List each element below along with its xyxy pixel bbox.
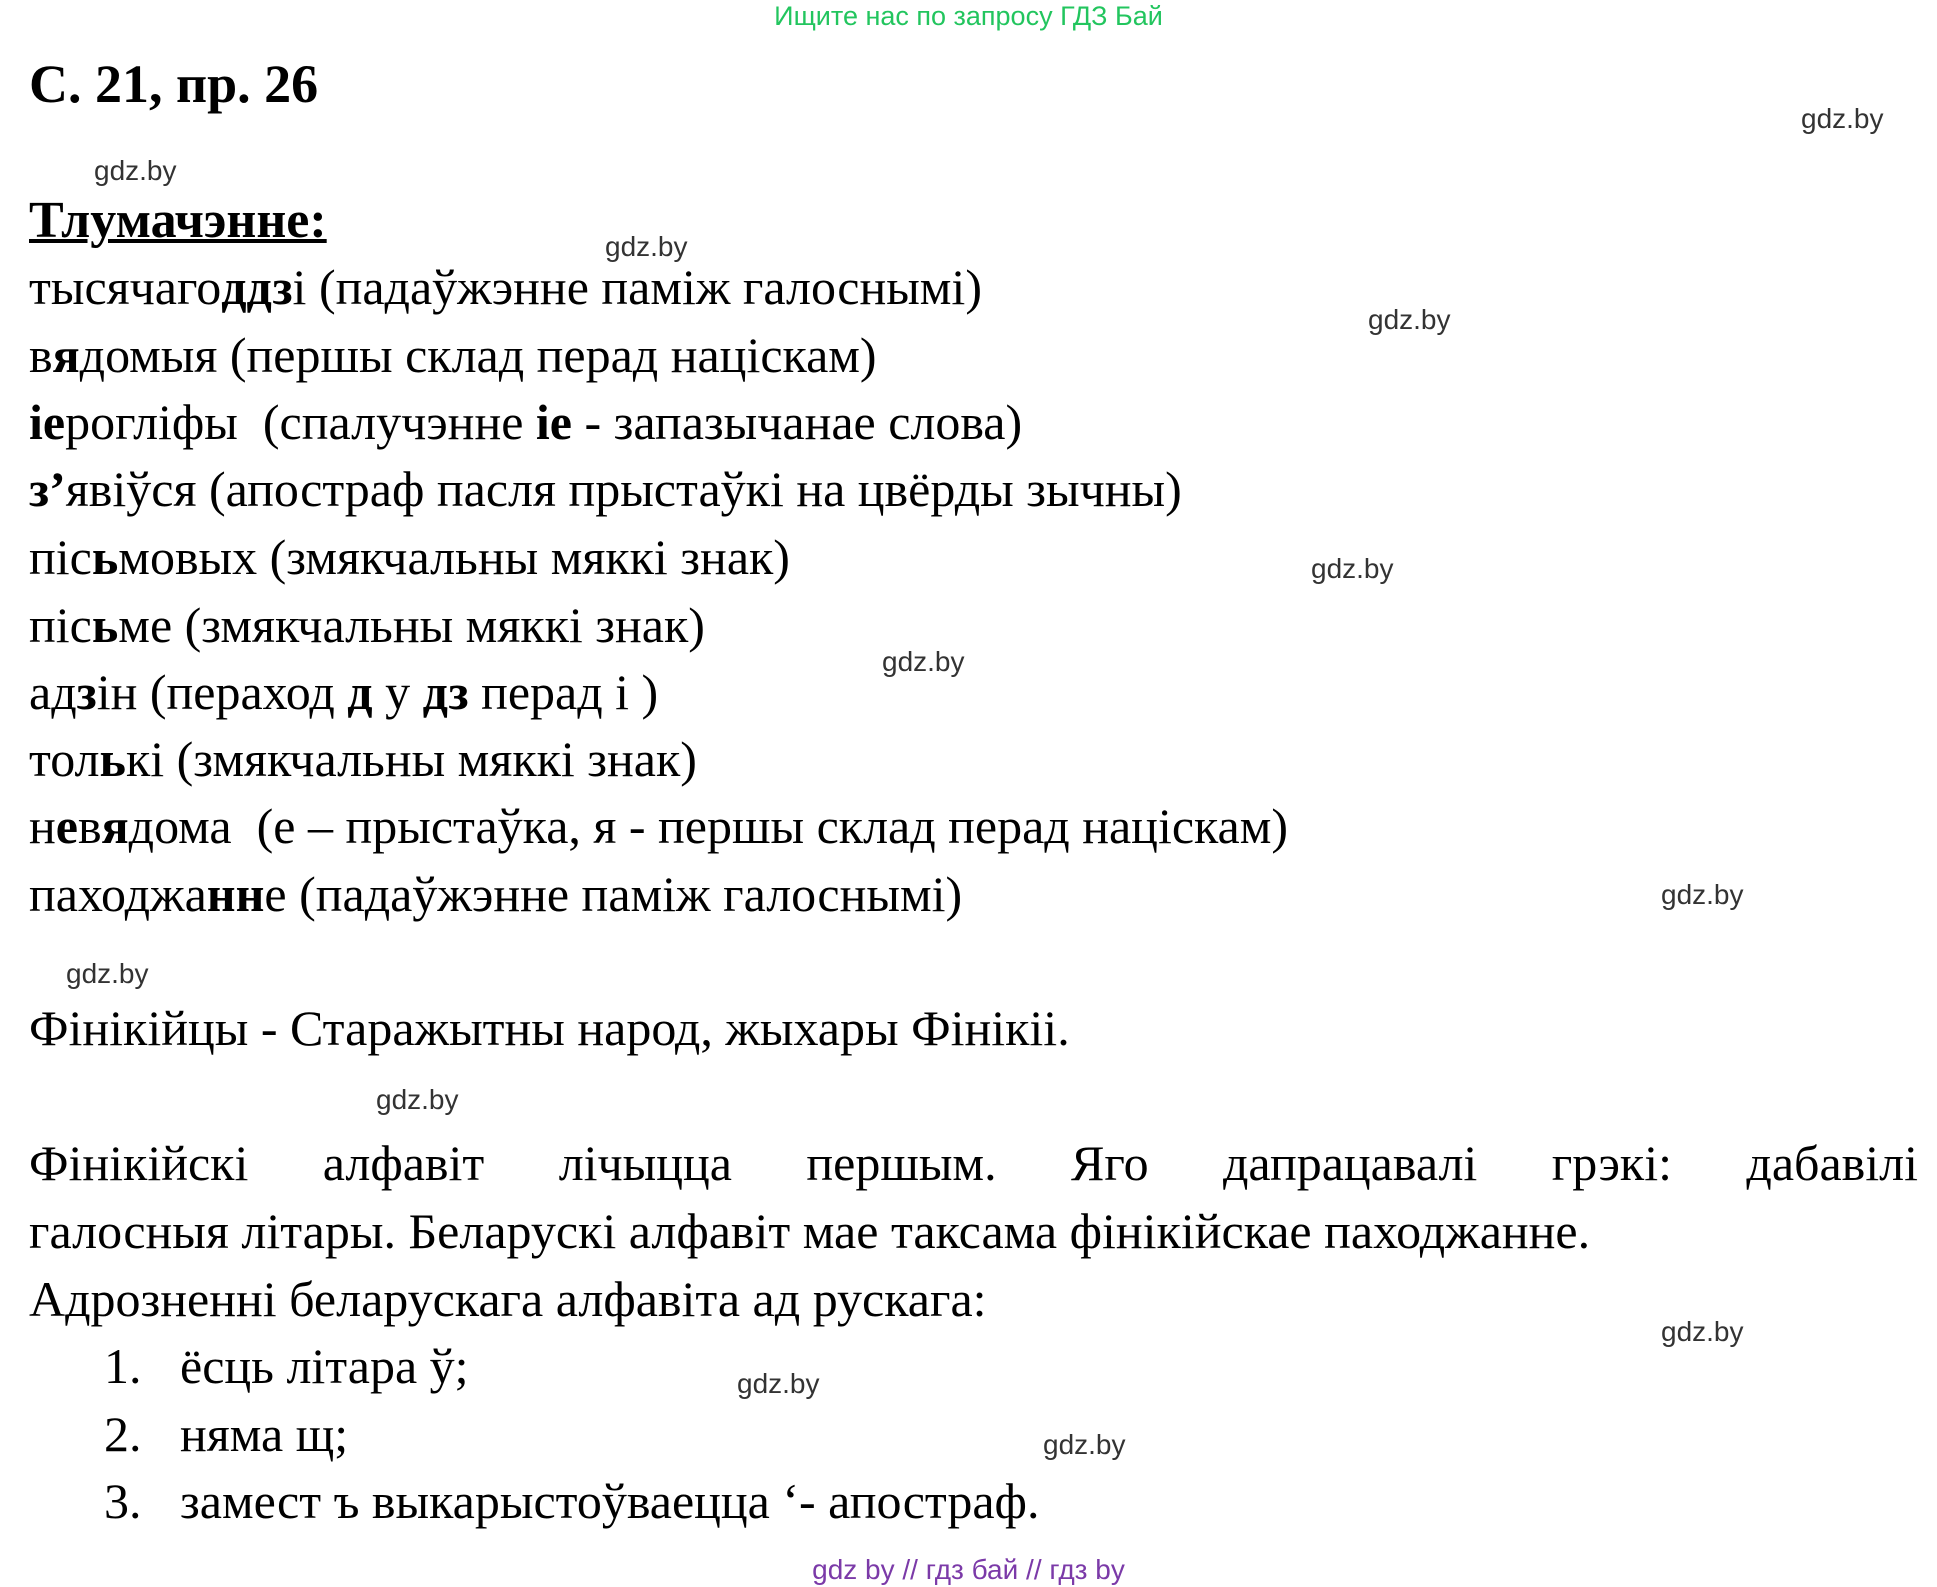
section-heading: Тлумачэнне: <box>29 192 327 249</box>
watermark: gdz.by <box>66 958 149 989</box>
list-number: 3. <box>104 1473 142 1529</box>
footer-links: gdz by // гдз бай // гдз by <box>812 1554 1125 1585</box>
watermark: gdz.by <box>1368 304 1451 335</box>
explanation-line <box>29 792 1288 860</box>
watermark: gdz.by <box>1661 879 1744 910</box>
explanation-line <box>29 388 1022 456</box>
explanation-text: і (падаўжэнне паміж галоснымі) <box>292 259 982 315</box>
paragraph-line: галосныя літары. Беларускі алфавіт мае таксама фінікійскае паходжанне. <box>29 1203 1591 1259</box>
explanation-text: в <box>77 798 102 854</box>
highlighted-letters: нн <box>206 866 265 922</box>
explanation-text: мовых (змякчальны мяккі знак) <box>118 529 790 585</box>
phoenicians-definition: Фінікійцы - Старажытны народ, жыхары Фінікіі. <box>29 1000 1070 1056</box>
explanation-text: ін (пераход <box>96 664 348 720</box>
paragraph-line: Адрозненні беларускага алфавіта ад рускага: <box>29 1271 987 1327</box>
explanation-text: у <box>372 664 423 720</box>
list-number: 2. <box>104 1406 142 1462</box>
explanation-line <box>29 658 658 726</box>
explanation-line <box>29 860 962 928</box>
highlighted-letters: дз <box>422 664 469 720</box>
explanation-text: перад і ) <box>468 664 659 720</box>
explanation-text: піс <box>29 529 92 585</box>
highlighted-letters: ь <box>91 529 119 585</box>
explanation-text: рогліфы (спалучэнне <box>65 394 536 450</box>
explanation-line <box>29 523 790 591</box>
list-number: 1. <box>104 1338 142 1394</box>
highlighted-letters: ь <box>99 731 126 787</box>
highlighted-letters: я <box>52 327 80 383</box>
highlighted-letters: я <box>101 798 129 854</box>
explanation-text: н <box>29 798 56 854</box>
explanation-text: тол <box>29 731 100 787</box>
explanation-text: ад <box>29 664 77 720</box>
watermark: gdz.by <box>1801 103 1884 134</box>
page-title: С. 21, пр. 26 <box>29 54 319 114</box>
explanation-text: явіўся (апостраф пасля прыстаўкі на цвёрды зычны) <box>65 461 1182 517</box>
explanation-line <box>29 455 1182 523</box>
explanation-text: в <box>29 327 53 383</box>
highlighted-letters: з’ <box>29 461 66 517</box>
explanation-text: домыя (першы склад перад націскам) <box>79 327 877 383</box>
watermark: gdz.by <box>1661 1316 1744 1347</box>
watermark: gdz.by <box>882 646 965 677</box>
explanation-text: тысячаго <box>29 259 222 315</box>
explanation-text: кі (змякчальны мяккі знак) <box>125 731 697 787</box>
highlighted-letters: ддз <box>221 259 293 315</box>
explanation-text: паходжа <box>29 866 207 922</box>
highlighted-letters: іе <box>535 394 572 450</box>
watermark: gdz.by <box>1043 1429 1126 1460</box>
explanation-text: - запазычанае слова) <box>572 394 1023 450</box>
search-hint-banner: Ищите нас по запросу ГДЗ Бай <box>774 1 1163 31</box>
watermark: gdz.by <box>605 231 688 262</box>
list-item: замест ъ выкарыстоўваецца ‘- апостраф. <box>180 1473 1040 1529</box>
watermark: gdz.by <box>737 1368 820 1399</box>
explanation-text: ме (змякчальны мяккі знак) <box>118 597 705 653</box>
highlighted-letters: д <box>347 664 373 720</box>
explanation-text: е (падаўжэнне паміж галоснымі) <box>264 866 963 922</box>
watermark: gdz.by <box>376 1084 459 1115</box>
explanation-line <box>29 321 877 389</box>
list-item: няма щ; <box>180 1406 349 1462</box>
highlighted-letters: з <box>76 664 97 720</box>
explanation-text: дома (е – прыстаўка, я - першы склад перад націскам) <box>128 798 1289 854</box>
explanation-line <box>29 725 697 793</box>
watermark: gdz.by <box>1311 553 1394 584</box>
explanation-line <box>29 253 982 321</box>
highlighted-letters: іе <box>29 394 66 450</box>
watermark: gdz.by <box>94 155 177 186</box>
paragraph-line: Фінікійскі алфавіт лічыцца першым. Яго дапрацавалі грэкі: дабавілі <box>29 1135 1918 1191</box>
explanation-line <box>29 591 705 659</box>
list-item: ёсць літара ў; <box>180 1338 469 1394</box>
highlighted-letters: ь <box>91 597 119 653</box>
explanation-text: піс <box>29 597 92 653</box>
highlighted-letters: е <box>55 798 78 854</box>
